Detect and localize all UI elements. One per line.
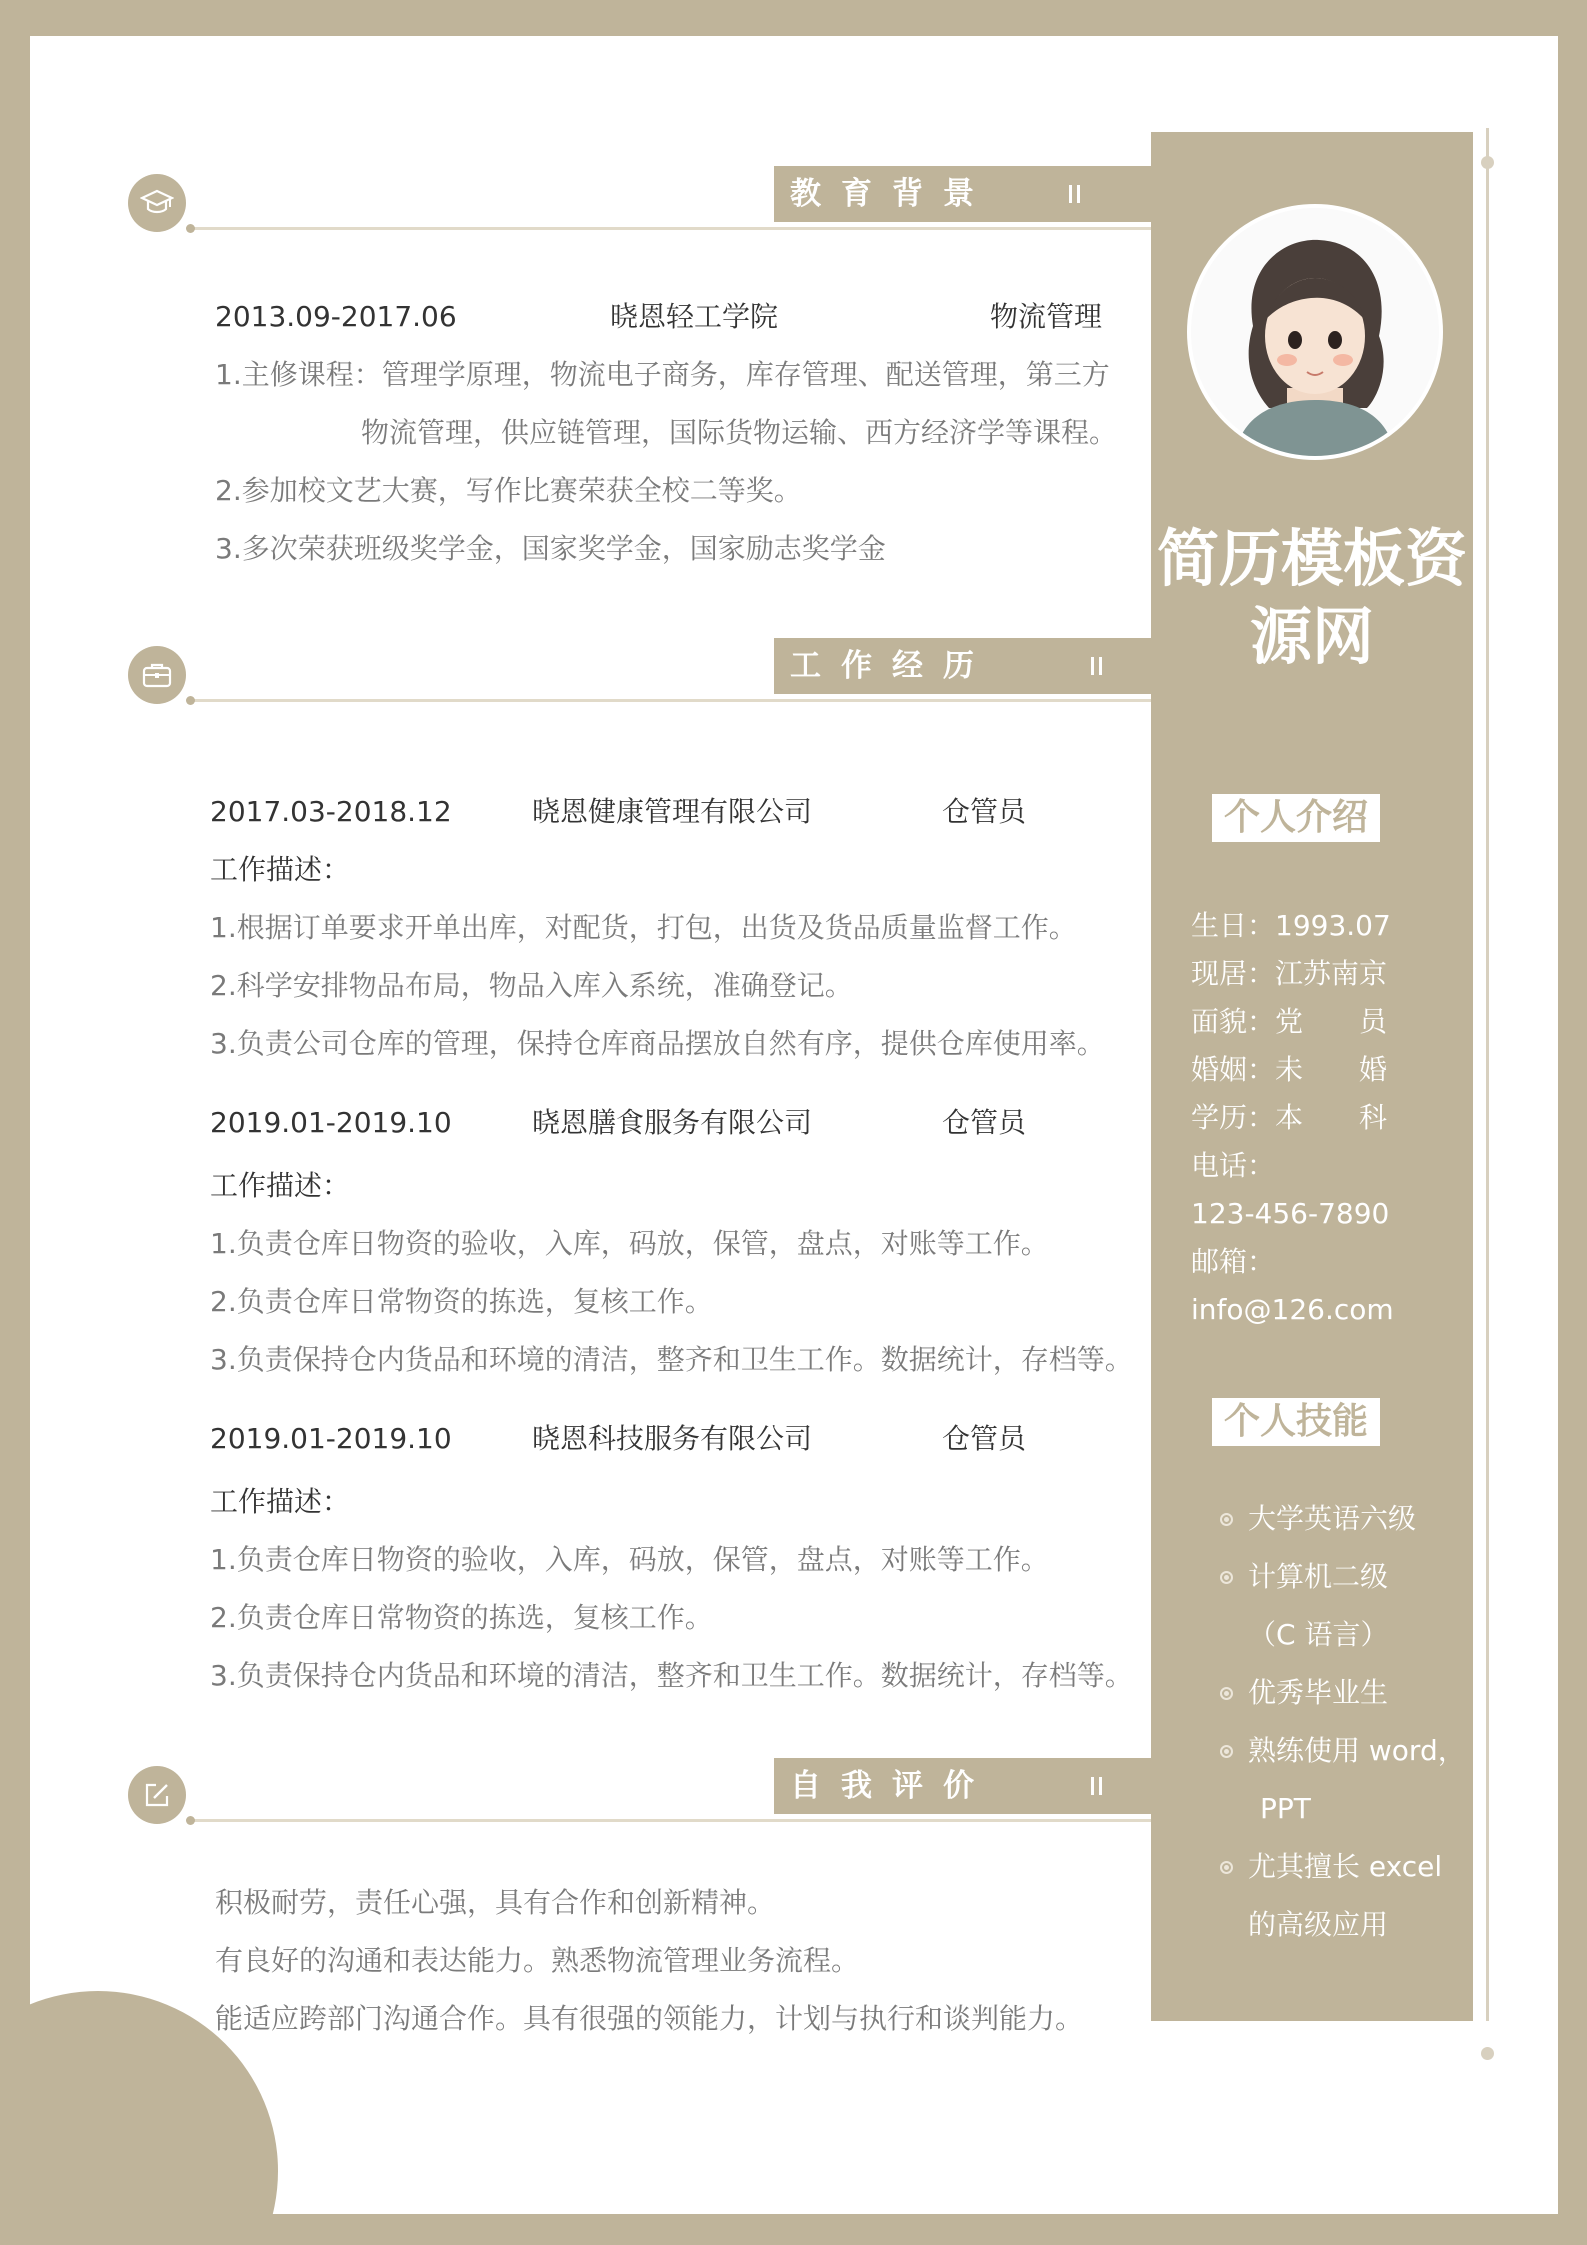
job-item: 1.负责仓库日物资的验收，入库，码放，保管，盘点，对账等工作。 — [210, 1543, 1049, 1576]
info-item: 学历：本 科 — [1191, 1101, 1388, 1134]
bullet-icon — [1220, 1861, 1233, 1874]
job-item: 3.负责保持仓内货品和环境的清洁，整齐和卫生工作。数据统计，存档等。 — [210, 1659, 1133, 1692]
edit-icon — [128, 1766, 186, 1824]
bullet-icon — [1220, 1687, 1233, 1700]
job-company: 晓恩健康管理有限公司 — [532, 795, 813, 828]
briefcase-icon — [128, 646, 186, 704]
skill-item-cont: PPT — [1260, 1792, 1311, 1825]
job-item: 3.负责保持仓内货品和环境的清洁，整齐和卫生工作。数据统计，存档等。 — [210, 1343, 1133, 1376]
section-title: 教育背景 — [790, 176, 994, 212]
job-period: 2017.03-2018.12 — [210, 795, 452, 828]
rail-dot — [1481, 156, 1494, 169]
section-header-self-eval — [128, 1766, 1170, 1838]
section-title-bar — [774, 1758, 1170, 1814]
info-item: 邮箱： — [1191, 1245, 1276, 1278]
skill-item-cont: 的高级应用 — [1248, 1908, 1389, 1941]
section-title: 工作经历 — [790, 648, 994, 684]
edu-school: 晓恩轻工学院 — [610, 300, 779, 333]
rail-dot — [1481, 2047, 1494, 2060]
job-item: 2.负责仓库日常物资的拣选，复核工作。 — [210, 1285, 713, 1318]
sidebar-rail — [1486, 128, 1489, 2021]
job-item: 3.负责公司仓库的管理，保持仓库商品摆放自然有序，提供仓库使用率。 — [210, 1027, 1105, 1060]
section-title-bar — [774, 166, 1170, 222]
job-position: 仓管员 — [942, 1422, 1027, 1455]
edu-line: 1.主修课程：管理学原理，物流电子商务，库存管理、配送管理，第三方 — [215, 358, 1110, 391]
self-eval-line: 积极耐劳，责任心强，具有合作和创新精神。 — [215, 1886, 776, 1919]
edu-period: 2013.09-2017.06 — [215, 300, 457, 333]
info-item: 123-456-7890 — [1191, 1197, 1390, 1230]
info-item: 婚姻：未 婚 — [1191, 1053, 1388, 1086]
self-eval-line: 能适应跨部门沟通合作。具有很强的领能力，计划与执行和谈判能力。 — [215, 2002, 1084, 2035]
brand-title — [1151, 520, 1473, 676]
edu-line: 3.多次荣获班级奖学金，国家奖学金，国家励志奖学金 — [215, 532, 886, 565]
job-company: 晓恩科技服务有限公司 — [532, 1422, 813, 1455]
job-period: 2019.01-2019.10 — [210, 1422, 452, 1455]
section-header-work — [128, 646, 1170, 718]
self-eval-line: 有良好的沟通和表达能力。熟悉物流管理业务流程。 — [215, 1944, 860, 1977]
info-item: 电话： — [1191, 1149, 1276, 1182]
job-desc-label: 工作描述： — [210, 853, 351, 886]
pause-icon — [1091, 1777, 1102, 1795]
bullet-icon — [1220, 1571, 1233, 1584]
job-period: 2019.01-2019.10 — [210, 1106, 452, 1139]
edu-line: 物流管理，供应链管理，国际货物运输、西方经济学等课程。 — [361, 416, 1118, 449]
bullet-icon — [1220, 1745, 1233, 1758]
skill-item-cont: （C 语言） — [1248, 1618, 1389, 1651]
job-company: 晓恩膳食服务有限公司 — [532, 1106, 813, 1139]
avatar — [1187, 204, 1443, 460]
skill-item: 优秀毕业生 — [1248, 1676, 1389, 1709]
section-header-education — [128, 174, 1170, 246]
section-title: 自我评价 — [790, 1768, 994, 1804]
info-item: 面貌：党 员 — [1191, 1005, 1388, 1038]
skill-item: 大学英语六级 — [1248, 1502, 1417, 1535]
job-item: 1.负责仓库日物资的验收，入库，码放，保管，盘点，对账等工作。 — [210, 1227, 1049, 1260]
section-title-bar — [774, 638, 1170, 694]
job-item: 2.科学安排物品布局，物品入库入系统，准确登记。 — [210, 969, 853, 1002]
info-item: info@126.com — [1191, 1293, 1394, 1326]
job-item: 2.负责仓库日常物资的拣选，复核工作。 — [210, 1601, 713, 1634]
job-desc-label: 工作描述： — [210, 1169, 351, 1202]
skill-item: 尤其擅长 excel — [1248, 1850, 1443, 1883]
brand-line: 简历模板资 — [1156, 522, 1467, 595]
skills-title: 个人技能 — [1212, 1398, 1380, 1446]
info-item: 生日：1993.07 — [1191, 909, 1391, 942]
job-position: 仓管员 — [942, 795, 1027, 828]
brand-line: 源网 — [1249, 600, 1374, 673]
info-item: 现居：江苏南京 — [1191, 957, 1388, 990]
pause-icon — [1091, 657, 1102, 675]
job-item: 1.根据订单要求开单出库，对配货，打包，出货及货品质量监督工作。 — [210, 911, 1077, 944]
graduation-cap-icon — [128, 174, 186, 232]
pause-icon — [1069, 185, 1080, 203]
edu-major: 物流管理 — [990, 300, 1103, 333]
skill-item: 熟练使用 word， — [1248, 1734, 1466, 1767]
skill-item: 计算机二级 — [1248, 1560, 1389, 1593]
intro-title: 个人介绍 — [1212, 794, 1380, 842]
job-desc-label: 工作描述： — [210, 1485, 351, 1518]
edu-line: 2.参加校文艺大赛，写作比赛荣获全校二等奖。 — [215, 474, 802, 507]
bullet-icon — [1220, 1513, 1233, 1526]
job-position: 仓管员 — [942, 1106, 1027, 1139]
